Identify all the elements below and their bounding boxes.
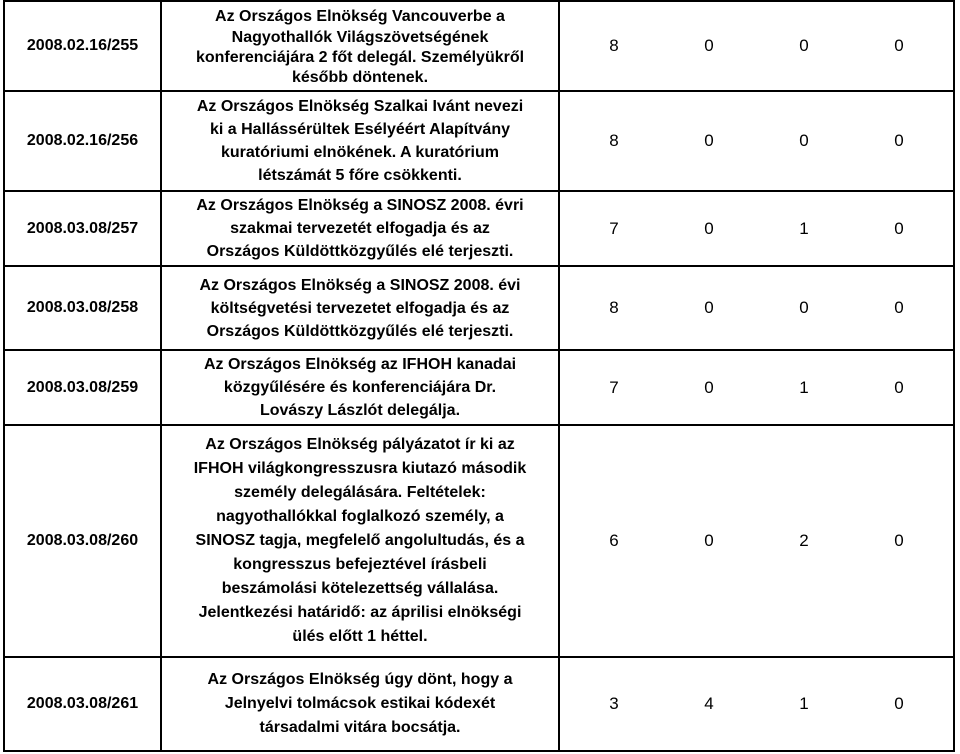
text-line: Az Országos Elnökség a SINOSZ 2008. évri	[196, 197, 524, 214]
vote-count: 7	[609, 218, 619, 238]
vote-counts	[559, 425, 954, 657]
resolution-text	[161, 425, 559, 657]
text-line: kuratóriumi elnökének. A kuratórium	[221, 144, 499, 161]
vote-count: 0	[704, 36, 714, 55]
vote-count: 0	[894, 298, 904, 317]
vote-count: 0	[894, 531, 904, 550]
vote-counts	[559, 266, 954, 350]
vote-count: 0	[894, 377, 904, 397]
vote-counts	[559, 657, 954, 751]
text-line: Nagyothallók Világszövetségének	[231, 28, 489, 46]
table-row	[4, 266, 954, 350]
table-row	[4, 1, 954, 91]
vote-count: 0	[704, 218, 714, 238]
text-line: ülés előtt 1 héttel.	[292, 628, 428, 645]
vote-count: 0	[894, 218, 904, 238]
table-row	[4, 91, 954, 191]
vote-count: 0	[894, 694, 904, 713]
text-line: konferenciájára 2 főt delegál. Személyükről	[195, 48, 525, 66]
text-line: Lovászy Lászlót delegálja.	[259, 402, 461, 419]
resolution-number: 2008.02.16/255	[4, 1, 161, 91]
vote-count: 8	[609, 36, 619, 55]
vote-counts	[559, 191, 954, 266]
text-line: nagyothallókkal foglalkozó személy, a	[216, 508, 504, 525]
text-line: SINOSZ tagja, megfelelő angolultudás, és a	[195, 532, 525, 549]
vote-count: 8	[609, 131, 619, 150]
text-line: Jelentkezési határidő: az áprilisi elnökségi	[198, 604, 522, 621]
vote-count: 1	[799, 377, 809, 397]
resolution-text	[161, 91, 559, 191]
resolution-number: 2008.03.08/260	[4, 425, 161, 657]
vote-count: 7	[609, 377, 619, 397]
text-line: Országos Küldöttközgyűlés elé terjeszti.	[206, 243, 514, 260]
text-line: Az Országos Elnökség az IFHOH kanadai	[203, 356, 517, 373]
vote-count: 3	[609, 694, 619, 713]
text-line: társadalmi vitára bocsátja.	[259, 719, 461, 736]
resolution-text	[161, 350, 559, 425]
table-row	[4, 425, 954, 657]
vote-count: 0	[704, 531, 714, 550]
resolution-text	[161, 266, 559, 350]
resolution-text	[161, 191, 559, 266]
table-row	[4, 657, 954, 751]
vote-count: 0	[799, 36, 809, 55]
text-line: Országos Küldöttközgyűlés elé terjeszti.	[206, 322, 514, 340]
vote-count: 0	[894, 36, 904, 55]
vote-count: 0	[799, 131, 809, 150]
text-line: Az Országos Elnökség pályázatot ír ki az	[205, 436, 515, 453]
text-line: később döntenek.	[291, 68, 429, 86]
resolution-number: 2008.03.08/258	[4, 266, 161, 350]
resolution-number: 2008.03.08/257	[4, 191, 161, 266]
text-line: Az Országos Elnökség Vancouverbe a	[215, 7, 505, 25]
resolution-text	[161, 1, 559, 91]
vote-count: 8	[609, 298, 619, 317]
vote-counts	[559, 91, 954, 191]
table-row	[4, 350, 954, 425]
resolution-number: 2008.03.08/261	[4, 657, 161, 751]
text-line: beszámolási kötelezettség vállalása.	[221, 580, 499, 597]
text-line: IFHOH világkongresszusra kiutazó második	[193, 460, 527, 477]
text-line: Az Országos Elnökség Szalkai Ivánt nevezi	[196, 98, 524, 115]
vote-count: 0	[894, 131, 904, 150]
text-line: költségvetési tervezetet elfogadja és az	[210, 299, 510, 317]
vote-counts	[559, 1, 954, 91]
text-line: Az Országos Elnökség úgy dönt, hogy a	[207, 671, 513, 688]
text-line: Jelnyelvi tolmácsok estikai kódexét	[224, 695, 496, 712]
resolutions-table	[3, 0, 955, 752]
vote-count: 6	[609, 531, 619, 550]
vote-count: 0	[799, 298, 809, 317]
resolution-text	[161, 657, 559, 751]
vote-count: 4	[704, 694, 714, 713]
text-line: kongresszus befejeztével írásbeli	[233, 556, 487, 573]
vote-count: 0	[704, 298, 714, 317]
vote-counts	[559, 350, 954, 425]
table-row	[4, 191, 954, 266]
text-line: Az Országos Elnökség a SINOSZ 2008. évi	[199, 276, 521, 294]
vote-count: 1	[799, 694, 809, 713]
text-line: közgyűlésére és konferenciájára Dr.	[223, 379, 497, 396]
vote-count: 0	[704, 377, 714, 397]
text-line: szakmai tervezetét elfogadja és az	[230, 220, 490, 237]
vote-count: 0	[704, 131, 714, 150]
resolution-number: 2008.02.16/256	[4, 91, 161, 191]
text-line: létszámát 5 főre csökkenti.	[258, 167, 462, 184]
text-line: ki a Hallássérültek Esélyéért Alapítvány	[209, 121, 510, 138]
vote-count: 2	[799, 531, 809, 550]
vote-count: 1	[799, 218, 809, 238]
resolution-number: 2008.03.08/259	[4, 350, 161, 425]
text-line: személy delegálására. Feltételek:	[234, 484, 486, 501]
